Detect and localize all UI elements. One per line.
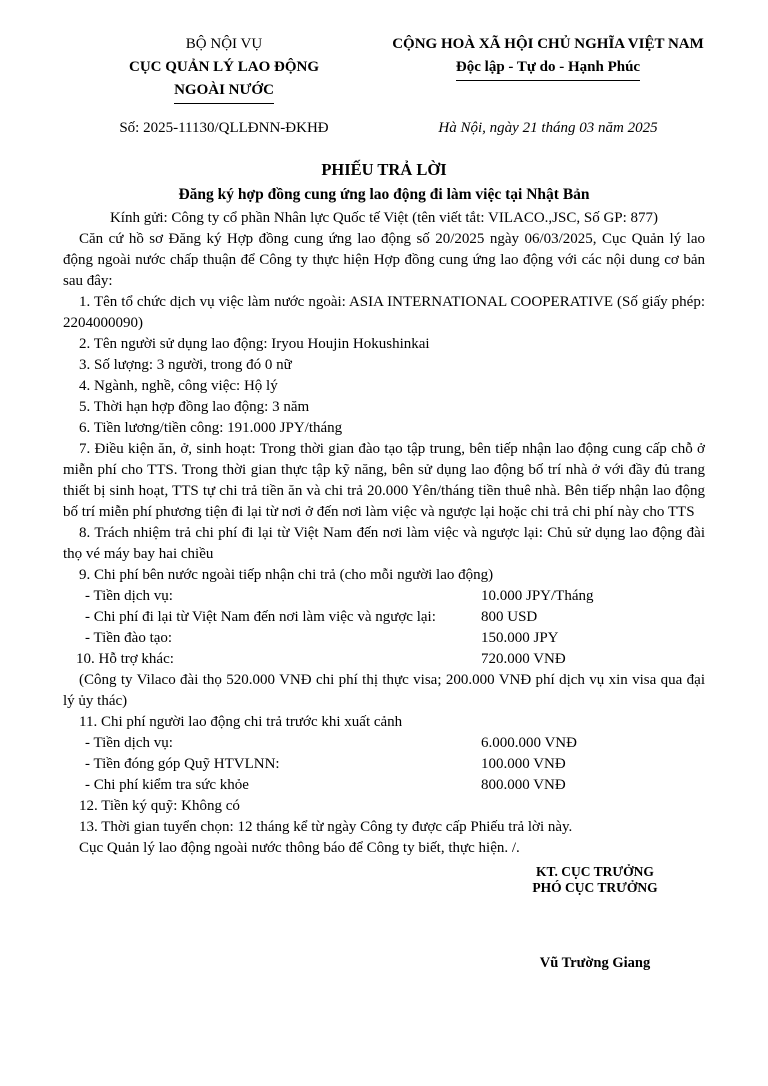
item-10 bbox=[63, 649, 705, 670]
fee-label: 10. Hỗ trợ khác: bbox=[76, 651, 174, 667]
signature-title-2: PHÓ CỤC TRƯỞNG bbox=[532, 880, 658, 895]
intro-paragraph: Căn cứ hồ sơ Đăng ký Hợp đồng cung ứng lao động số 20/2025 ngày 06/03/2025, Cục Quản lý lao động ngoài nước chấp thuận để Công ty thực hiện Hợp đồng cung ứng lao động với các nội dung cơ bản sau đây: bbox=[63, 231, 705, 289]
fee-row-service bbox=[63, 586, 705, 607]
issuing-agency-block bbox=[64, 33, 384, 104]
item-12: 12. Tiền ký quỹ: Không có bbox=[79, 798, 240, 814]
fee-value: 150.000 JPY bbox=[481, 630, 559, 646]
place-and-date: Hà Nội, ngày 21 tháng 03 năm 2025 bbox=[438, 120, 658, 136]
recipient-line: Kính gửi: Công ty cổ phần Nhân lực Quốc tế Việt (tên viết tắt: VILACO.,JSC, Số GP: 877) bbox=[109, 210, 659, 226]
national-motto-wrap bbox=[384, 56, 712, 81]
item-9: 9. Chi phí bên nước ngoài tiếp nhận chi trả (cho mỗi người lao động) bbox=[79, 567, 494, 583]
national-motto: Độc lập - Tự do - Hạnh Phúc bbox=[456, 56, 640, 81]
item-8: 8. Trách nhiệm trả chi phí đi lại từ Việt Nam đến nơi làm việc và ngược lại: Chủ sử dụng lao động đài thọ vé máy bay hai chiều bbox=[63, 525, 705, 562]
fee-value: 800.000 VNĐ bbox=[481, 777, 566, 793]
item-4: 4. Ngành, nghề, công việc: Hộ lý bbox=[79, 378, 278, 394]
national-header-block bbox=[384, 33, 712, 104]
fee-row-training bbox=[63, 628, 705, 649]
item-3: 3. Số lượng: 3 người, trong đó 0 nữ bbox=[79, 357, 292, 373]
document-title: PHIẾU TRẢ LỜI bbox=[321, 160, 447, 179]
fee-label: - Tiền đào tạo: bbox=[85, 630, 173, 646]
signature-block bbox=[460, 864, 730, 971]
fee-label: - Tiền dịch vụ: bbox=[85, 735, 173, 751]
parent-agency-name: BỘ NỘI VỤ bbox=[185, 36, 263, 52]
signer-name: Vũ Trường Giang bbox=[539, 955, 651, 971]
fee-label: - Tiền đóng góp Quỹ HTVLNN: bbox=[85, 756, 280, 772]
document-body bbox=[0, 208, 768, 859]
item-10-note: (Công ty Vilaco đài thọ 520.000 VNĐ chi phí thị thực visa; 200.000 VNĐ phí dịch vụ xin visa qua đại lý ủy thác) bbox=[63, 672, 705, 709]
fee-value: 6.000.000 VNĐ bbox=[481, 735, 577, 751]
fee-value: 100.000 VNĐ bbox=[481, 756, 566, 772]
fee-row-travel bbox=[63, 607, 705, 628]
agency-name-line2: NGOÀI NƯỚC bbox=[174, 79, 274, 104]
fee-label: - Chi phí đi lại từ Việt Nam đến nơi làm việc và ngược lại: bbox=[85, 609, 436, 625]
letterhead bbox=[0, 33, 768, 104]
item-6: 6. Tiền lương/tiền công: 191.000 JPY/tháng bbox=[79, 420, 343, 436]
fee-value: 10.000 JPY/Tháng bbox=[481, 588, 594, 604]
agency-name-line1: CỤC QUẢN LÝ LAO ĐỘNG bbox=[128, 59, 319, 75]
item-7: 7. Điều kiện ăn, ở, sinh hoạt: Trong thời gian đào tạo tập trung, bên tiếp nhận lao động cung cấp chỗ ở miễn phí cho TTS. Trong thời gian thực tập kỹ năng, bên sử dụng lao động bố trí nhà ở với đầy đủ trang thiết bị sinh hoạt, TTS tự chi trả tiền ăn và chi trả 20.000 Yên/tháng tiền thuê nhà. Bên tiếp nhận lao động bố trí miễn phí phương tiện đi lại từ nơi ở đến nơi làm việc và ngược lại hoặc chi trả chi phí này cho TTS bbox=[63, 441, 705, 520]
item-2: 2. Tên người sử dụng lao động: Iryou Houjin Hokushinkai bbox=[79, 336, 430, 352]
national-title: CỘNG HOÀ XÃ HỘI CHỦ NGHĨA VIỆT NAM bbox=[392, 36, 704, 52]
item-5: 5. Thời hạn hợp đồng lao động: 3 năm bbox=[79, 399, 310, 415]
fee-row-health bbox=[63, 775, 705, 796]
item-11: 11. Chi phí người lao động chi trả trước khi xuất cảnh bbox=[79, 714, 403, 730]
fee-row-fund bbox=[63, 754, 705, 775]
fee-label: - Tiền dịch vụ: bbox=[85, 588, 173, 604]
fee-value: 800 USD bbox=[481, 609, 538, 625]
item-1: 1. Tên tổ chức dịch vụ việc làm nước ngoài: ASIA INTERNATIONAL COOPERATIVE (Số giấy phép: 2204000090) bbox=[63, 294, 705, 331]
closing-line: Cục Quản lý lao động ngoài nước thông báo để Công ty biết, thực hiện. /. bbox=[79, 840, 520, 856]
item-13: 13. Thời gian tuyển chọn: 12 tháng kể từ ngày Công ty được cấp Phiếu trả lời này. bbox=[79, 819, 573, 835]
document-number: Số: 2025-11130/QLLĐNN-ĐKHĐ bbox=[119, 120, 329, 136]
document-subtitle: Đăng ký hợp đồng cung ứng lao động đi làm việc tại Nhật Bản bbox=[178, 186, 590, 203]
fee-label: - Chi phí kiểm tra sức khỏe bbox=[85, 777, 249, 793]
meta-row bbox=[0, 117, 768, 140]
fee-row-service-worker bbox=[63, 733, 705, 754]
fee-value: 720.000 VNĐ bbox=[481, 651, 566, 667]
signature-title-1: KT. CỤC TRƯỞNG bbox=[536, 864, 654, 879]
agency-name-line2-wrap bbox=[64, 79, 384, 104]
